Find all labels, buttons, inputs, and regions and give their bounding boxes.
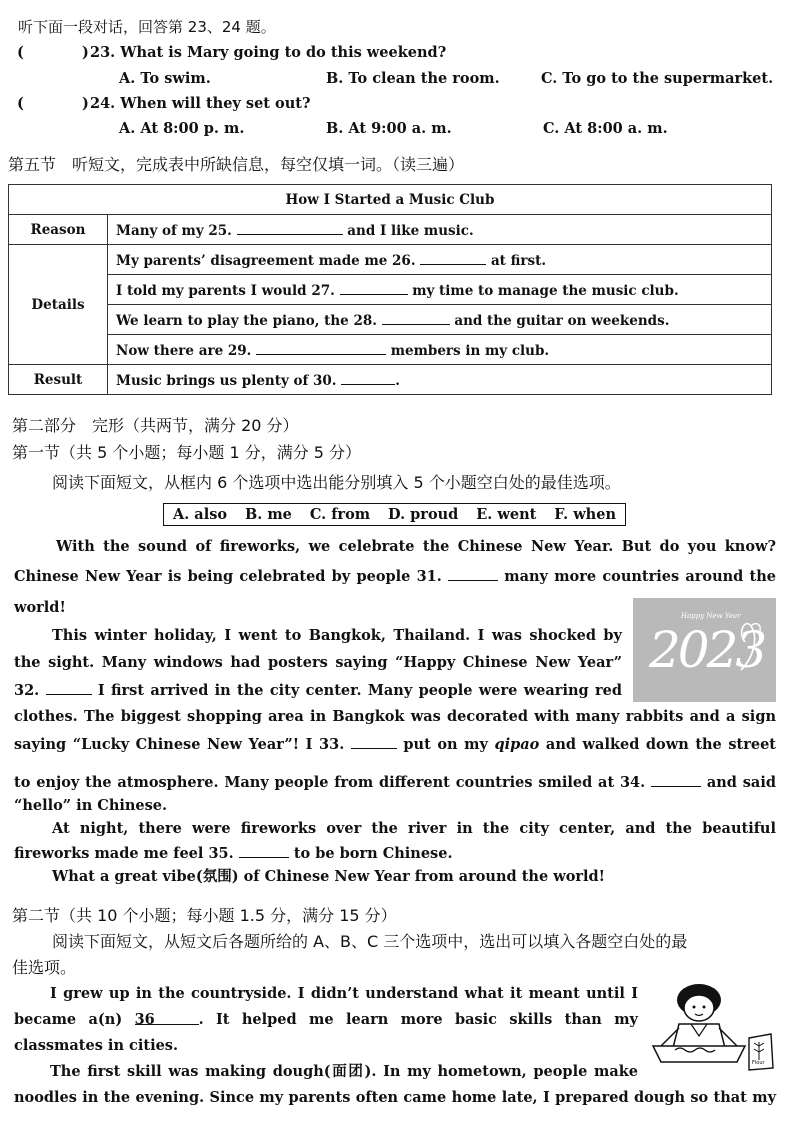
blank-30[interactable] bbox=[341, 370, 395, 385]
year-2023-text: 2023 bbox=[649, 621, 765, 679]
row-28-text-b: and the guitar on weekends. bbox=[454, 313, 670, 329]
blank-28[interactable] bbox=[382, 310, 450, 325]
q23-option-b: B. To clean the room. bbox=[326, 70, 500, 87]
part2-title: 第二部分 完形（共两节，满分 20 分） bbox=[12, 416, 299, 435]
music-club-table bbox=[8, 184, 772, 395]
q23-option-c: C. To go to the supermarket. bbox=[541, 70, 774, 87]
section2-title: 第二节（共 10 个小题；每小题 1.5 分，满分 15 分） bbox=[12, 906, 397, 925]
q24-paren-close: ) bbox=[82, 95, 89, 112]
passage1-line-9 bbox=[14, 772, 776, 793]
box-option-d: D. proud bbox=[388, 506, 459, 523]
passage1-line-6 bbox=[14, 680, 622, 701]
section2-instruction-1: 阅读下面短文，从短文后各题所给的 A、B、C 三个选项中，选出可以填入各题空白处的最 bbox=[52, 932, 688, 951]
q23-paren-open: ( bbox=[17, 44, 24, 61]
box-option-a: A. also bbox=[172, 506, 228, 523]
p1-l8-text-d: and walked down the street bbox=[545, 736, 776, 753]
row-30 bbox=[108, 365, 772, 395]
p1-l8-text-a: saying “Lucky Chinese New Year”! I 33. bbox=[14, 736, 345, 753]
p1-l9-text-b: and said bbox=[706, 774, 776, 791]
section2-instruction-2: 佳选项。 bbox=[12, 958, 77, 977]
p2-l2-text-a: became a(n) bbox=[14, 1011, 123, 1028]
row-28 bbox=[108, 305, 772, 335]
q24-paren-open: ( bbox=[17, 95, 24, 112]
p1-l2-text-b: many more countries around the bbox=[504, 568, 776, 585]
blank-36-number: 36 bbox=[134, 1011, 155, 1028]
q24-question: 24. When will they set out? bbox=[90, 95, 311, 112]
details-label: Details bbox=[9, 245, 108, 365]
passage2-line-1: I grew up in the countryside. I didn’t understand what it meant until I bbox=[50, 985, 638, 1002]
boy-making-dough-image bbox=[645, 980, 777, 1072]
flour-label: Flour bbox=[752, 1060, 765, 1066]
passage1-line-3: world! bbox=[14, 599, 66, 616]
passage2-line-3: classmates in cities. bbox=[14, 1037, 179, 1054]
passage1-line-4: This winter holiday, I went to Bangkok, Thailand. I was shocked by bbox=[52, 627, 622, 644]
boy-kneading-icon bbox=[645, 980, 777, 1072]
box-option-e: E. went bbox=[476, 506, 537, 523]
passage1-line-5: the sight. Many windows had posters saying “Happy Chinese New Year” bbox=[14, 654, 622, 671]
row-25-text-b: and I like music. bbox=[347, 223, 474, 239]
row-27-text-b: my time to manage the music club. bbox=[412, 283, 679, 299]
p2-l2-text-b: . It helped me learn more basic skills than my bbox=[198, 1011, 638, 1028]
passage2-line-2 bbox=[14, 1010, 638, 1030]
q24-option-b: B. At 9:00 a. m. bbox=[326, 120, 452, 137]
row-25-text-a: Many of my 25. bbox=[116, 223, 232, 239]
box-option-b: B. me bbox=[244, 506, 292, 523]
ribbon-icon bbox=[633, 598, 776, 702]
row-29 bbox=[108, 335, 772, 365]
result-label: Result bbox=[9, 365, 108, 395]
row-26 bbox=[108, 245, 772, 275]
box-option-c: C. from bbox=[309, 506, 371, 523]
row-28-text-a: We learn to play the piano, the 28. bbox=[116, 313, 377, 329]
blank-32[interactable] bbox=[46, 680, 92, 695]
row-29-text-a: Now there are 29. bbox=[116, 343, 252, 359]
row-26-text-a: My parents’ disagreement made me 26. bbox=[116, 253, 416, 269]
passage1-line-13: What a great vibe(氛围) of Chinese New Year from around the world! bbox=[52, 868, 606, 885]
q23-paren-close: ) bbox=[82, 44, 89, 61]
section1-instruction: 阅读下面短文，从框内 6 个选项中选出能分别填入 5 个小题空白处的最佳选项。 bbox=[52, 473, 621, 492]
row-29-text-b: members in my club. bbox=[390, 343, 550, 359]
p1-l12-text-b: to be born Chinese. bbox=[293, 845, 453, 862]
q23-question: 23. What is Mary going to do this weekend? bbox=[90, 44, 447, 61]
row-30-text-a: Music brings us plenty of 30. bbox=[116, 373, 337, 389]
blank-29[interactable] bbox=[256, 340, 386, 355]
passage1-line-11: At night, there were fireworks over the river in the city center, and the beautiful bbox=[52, 820, 776, 837]
section1-title: 第一节（共 5 个小题；每小题 1 分，满分 5 分） bbox=[12, 443, 362, 462]
blank-33[interactable] bbox=[351, 734, 397, 749]
passage2-line-5: noodles in the evening. Since my parents often came home late, I prepared dough so that my bbox=[14, 1089, 776, 1106]
listening-instruction: 听下面一段对话，回答第 23、24 题。 bbox=[18, 18, 276, 36]
row-25 bbox=[108, 215, 772, 245]
happy-new-year-2023-image bbox=[633, 598, 776, 702]
section5-title: 第五节 听短文，完成表中所缺信息，每空仅填一词。（读三遍） bbox=[8, 155, 465, 174]
passage1-line-10: “hello” in Chinese. bbox=[14, 797, 168, 814]
q23-option-a: A. To swim. bbox=[119, 70, 211, 87]
blank-36[interactable] bbox=[134, 1010, 199, 1028]
passage1-line-12 bbox=[14, 843, 453, 864]
blank-35[interactable] bbox=[239, 843, 289, 858]
table-title: How I Started a Music Club bbox=[9, 185, 772, 215]
happy-new-year-caption: Happy New Year bbox=[681, 612, 741, 620]
option-box bbox=[163, 503, 626, 526]
p1-l6-num: 32. bbox=[14, 682, 40, 699]
p1-l9-text-a: to enjoy the atmosphere. Many people from different countries smiled at 34. bbox=[14, 774, 646, 791]
passage1-line-2 bbox=[14, 566, 776, 587]
p1-l2-text-a: Chinese New Year is being celebrated by people 31. bbox=[14, 568, 442, 585]
row-27-text-a: I told my parents I would 27. bbox=[116, 283, 335, 299]
passage1-line-1: With the sound of fireworks, we celebrate the Chinese New Year. But do you know? bbox=[56, 538, 776, 555]
row-27 bbox=[108, 275, 772, 305]
q24-option-c: C. At 8:00 a. m. bbox=[543, 120, 668, 137]
passage1-line-7: clothes. The biggest shopping area in Bangkok was decorated with many rabbits and a sign bbox=[14, 708, 776, 725]
reason-label: Reason bbox=[9, 215, 108, 245]
blank-26[interactable] bbox=[420, 250, 486, 265]
blank-25[interactable] bbox=[237, 220, 343, 235]
row-30-text-b: . bbox=[395, 373, 400, 389]
q24-option-a: A. At 8:00 p. m. bbox=[119, 120, 245, 137]
p1-l6-text: I first arrived in the city center. Many people were wearing red bbox=[97, 682, 622, 699]
p1-l12-text-a: fireworks made me feel 35. bbox=[14, 845, 234, 862]
box-option-f: F. when bbox=[554, 506, 616, 523]
blank-31[interactable] bbox=[448, 566, 498, 581]
blank-34[interactable] bbox=[651, 772, 701, 787]
blank-27[interactable] bbox=[340, 280, 408, 295]
row-26-text-b: at first. bbox=[490, 253, 547, 269]
passage1-line-8 bbox=[14, 734, 776, 755]
passage2-line-4: The first skill was making dough(面团). In my hometown, people make bbox=[50, 1063, 638, 1080]
p1-l8-qipao: qipao bbox=[494, 736, 540, 753]
p1-l8-text-b: put on my bbox=[403, 736, 488, 753]
